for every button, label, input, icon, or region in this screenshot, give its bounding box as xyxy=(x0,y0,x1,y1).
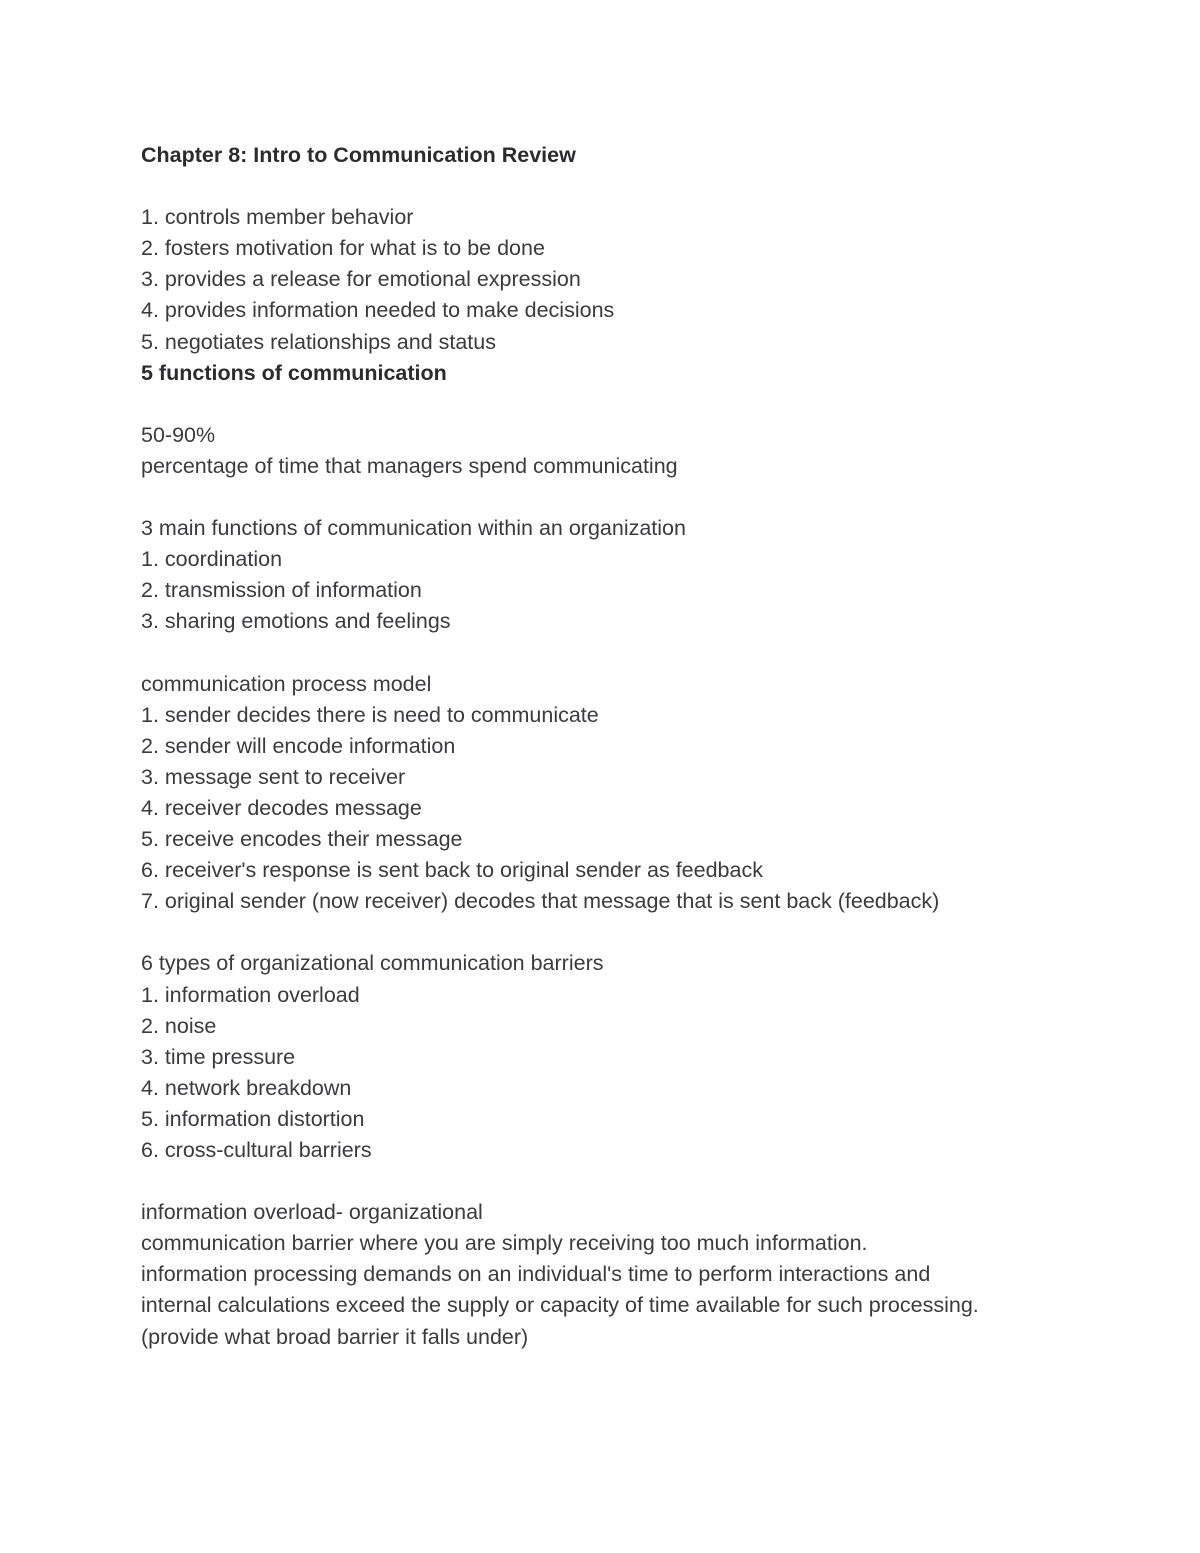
list-item: 1. information overload xyxy=(141,982,360,1007)
paragraph-line: information processing demands on an individual's time to perform interactions and xyxy=(141,1262,931,1287)
list-item: 3. time pressure xyxy=(141,1044,296,1069)
list-item: 5. receive encodes their message xyxy=(141,827,463,852)
list-item: 2. sender will encode information xyxy=(141,733,456,758)
stat-description: percentage of time that managers spend communicating xyxy=(141,453,678,478)
list-item: 4. provides information needed to make decisions xyxy=(141,298,615,323)
list-item: 2. transmission of information xyxy=(141,578,422,603)
spacer xyxy=(141,1166,1101,1197)
stat-value: 50-90% xyxy=(141,422,216,447)
section-heading-bold: 5 functions of communication xyxy=(141,360,447,385)
list-item: 3. message sent to receiver xyxy=(141,764,406,789)
list-item: 2. noise xyxy=(141,1013,217,1038)
list-item: 6. cross-cultural barriers xyxy=(141,1138,372,1162)
section-heading: information overload- organizational xyxy=(141,1200,483,1225)
list-item: 3. sharing emotions and feelings xyxy=(141,609,451,634)
list-item: 3. provides a release for emotional expression xyxy=(141,267,581,292)
list-item: 1. coordination xyxy=(141,547,283,572)
paragraph-line: (provide what broad barrier it falls under) xyxy=(141,1324,529,1349)
paragraph-line: internal calculations exceed the supply or capacity of time available for such processing. xyxy=(141,1293,979,1318)
list-item: 2. fosters motivation for what is to be done xyxy=(141,236,545,261)
section-heading: 6 types of organizational communication barriers xyxy=(141,951,604,976)
spacer xyxy=(141,482,1101,513)
spacer xyxy=(141,389,1101,420)
section-heading: communication process model xyxy=(141,671,432,696)
spacer xyxy=(141,171,1101,202)
list-item: 5. information distortion xyxy=(141,1106,365,1131)
list-item: 4. receiver decodes message xyxy=(141,795,422,820)
list-item: 4. network breakdown xyxy=(141,1075,352,1100)
page-title: Chapter 8: Intro to Communication Review xyxy=(141,143,576,167)
list-item: 6. receiver's response is sent back to original sender as feedback xyxy=(141,858,763,883)
list-item: 1. controls member behavior xyxy=(141,205,414,230)
document-content xyxy=(141,140,1101,1353)
spacer xyxy=(141,638,1101,669)
spacer xyxy=(141,917,1101,948)
list-item: 5. negotiates relationships and status xyxy=(141,329,496,354)
paragraph-line: communication barrier where you are simply receiving too much information. xyxy=(141,1231,868,1256)
list-item: 7. original sender (now receiver) decodes that message that is sent back (feedback) xyxy=(141,889,940,914)
list-item: 1. sender decides there is need to communicate xyxy=(141,702,599,727)
section-heading: 3 main functions of communication within an organization xyxy=(141,516,686,541)
